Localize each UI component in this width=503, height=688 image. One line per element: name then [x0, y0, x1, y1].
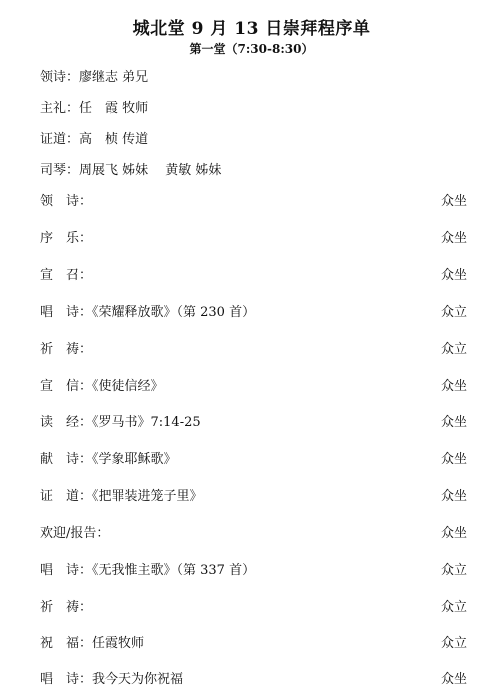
program-row: [40, 668, 467, 686]
program-row: [40, 338, 467, 356]
program-row: [40, 632, 467, 650]
program-posture: 众坐: [440, 672, 467, 687]
program-item: 宣 召：: [40, 268, 93, 283]
program-row: [40, 411, 467, 429]
program-row: [40, 190, 467, 208]
program-posture: 众坐: [440, 526, 467, 541]
program-item: 宣 信：《使徒信经》: [40, 379, 164, 394]
program-item: 证 道：《把罪装进笼子里》: [40, 489, 203, 504]
staff-pianist: 司琴：周展飞 姊妹 黄敏 姊妹: [40, 163, 222, 178]
program-item: 领 诗：: [40, 194, 93, 209]
program-item: 唱 诗：《无我惟主歌》（第 337 首）: [40, 563, 256, 578]
program-row: [40, 596, 467, 614]
program-item: 献 诗：《学象耶稣歌》: [40, 452, 177, 467]
program-item: 祈 祷：: [40, 342, 93, 357]
program-row: [40, 522, 467, 540]
program-posture: 众坐: [440, 415, 467, 430]
program-posture: 众坐: [440, 379, 467, 394]
program-posture: 众坐: [440, 194, 467, 209]
program-row: [40, 227, 467, 245]
program-posture: 众立: [440, 342, 467, 357]
program-item: 序 乐：: [40, 231, 93, 246]
program-row: [40, 448, 467, 466]
program-row: [40, 375, 467, 393]
program-item: 祈 祷：: [40, 600, 93, 615]
program-item: 唱 诗：我今天为你祝福: [40, 672, 184, 687]
program-row: [40, 559, 467, 577]
program-posture: 众立: [440, 563, 467, 578]
program-posture: 众立: [440, 600, 467, 615]
service-subtitle: 第一堂（7:30-8:30）: [189, 42, 314, 56]
program-posture: 众立: [440, 305, 467, 320]
program-item: 读 经：《罗马书》7:14-25: [40, 415, 201, 430]
program-posture: 众坐: [440, 489, 467, 504]
program-row: [40, 485, 467, 503]
program-item: 欢迎/报告：: [40, 526, 110, 541]
program-posture: 众立: [440, 636, 467, 651]
program-item: 祝 福：任霞牧师: [40, 636, 145, 651]
program-row: [40, 301, 467, 319]
staff-presider: 主礼：任 霞 牧师: [40, 101, 149, 116]
program-posture: 众坐: [440, 231, 467, 246]
program-posture: 众坐: [440, 452, 467, 467]
staff-worship-leader: 领诗：廖继志 弟兄: [40, 70, 149, 85]
page-title: 城北堂 9 月 13 日崇拜程序单: [132, 19, 371, 39]
staff-preacher: 证道：高 桢 传道: [40, 132, 149, 147]
program-row: [40, 264, 467, 282]
program-posture: 众坐: [440, 268, 467, 283]
program-item: 唱 诗：《荣耀释放歌》（第 230 首）: [40, 305, 256, 320]
